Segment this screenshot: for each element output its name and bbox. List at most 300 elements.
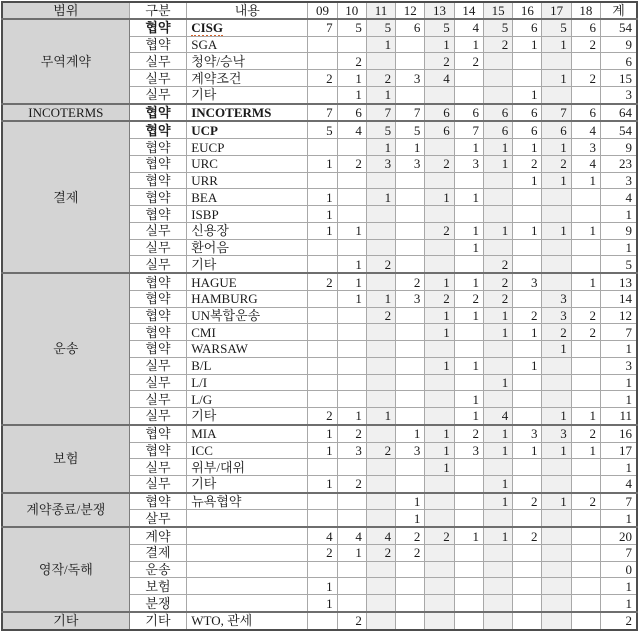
year-value-cell-13: 1: [425, 273, 454, 290]
year-value-cell-12: [396, 256, 425, 273]
year-value-cell-12: 2: [396, 544, 425, 561]
year-value-cell-16: [513, 53, 542, 70]
year-value-cell-09: [308, 290, 337, 307]
year-value-cell-09: 1: [308, 222, 337, 239]
total-value-cell: 15: [601, 70, 637, 87]
category-cell: [129, 290, 187, 307]
year-value-cell-09: [308, 374, 337, 391]
table-row: [2, 425, 637, 442]
year-value-cell-13: [425, 256, 454, 273]
year-value-cell-10: 4: [337, 527, 366, 544]
category-cell: [129, 53, 187, 70]
year-value-cell-13: 4: [425, 70, 454, 87]
header-cell-content: 내용: [187, 2, 308, 19]
year-value-cell-17: 1: [542, 341, 571, 358]
content-label: 신용장: [191, 223, 229, 239]
total-value-cell: 7: [601, 544, 637, 561]
year-value-cell-15: [483, 561, 512, 578]
total-value-cell: 3: [601, 357, 637, 374]
category-cell: [129, 172, 187, 189]
year-value-cell-10: [337, 391, 366, 408]
year-value-cell-18: 6: [571, 104, 600, 122]
content-cell: [187, 36, 308, 53]
content-cell: [187, 104, 308, 122]
year-value-cell-11: [366, 239, 395, 256]
year-value-cell-11: 7: [366, 104, 395, 122]
year-value-cell-15: 6: [483, 104, 512, 122]
year-value-cell-11: [366, 273, 395, 290]
group-scope-cell: [2, 19, 129, 104]
year-value-cell-13: 1: [425, 189, 454, 206]
category-cell: [129, 222, 187, 239]
category-label: 협약: [145, 139, 171, 155]
year-value-cell-16: 1: [513, 442, 542, 459]
year-value-cell-15: 1: [483, 155, 512, 172]
year-value-cell-11: [366, 374, 395, 391]
year-value-cell-13: 1: [425, 357, 454, 374]
year-value-cell-09: [308, 561, 337, 578]
year-value-cell-17: 7: [542, 104, 571, 122]
year-value-cell-10: 1: [337, 544, 366, 561]
year-value-cell-16: [513, 578, 542, 595]
total-value-cell: 1: [601, 578, 637, 595]
year-value-cell-17: [542, 561, 571, 578]
year-value-cell-13: [425, 578, 454, 595]
category-cell: [129, 19, 187, 36]
year-value-cell-14: [454, 595, 483, 612]
category-cell: [129, 324, 187, 341]
year-value-cell-18: [571, 290, 600, 307]
year-value-cell-16: [513, 612, 542, 630]
year-value-cell-17: [542, 256, 571, 273]
category-cell: [129, 239, 187, 256]
year-value-cell-16: 3: [513, 273, 542, 290]
content-cell: [187, 273, 308, 290]
year-value-cell-14: 1: [454, 527, 483, 544]
content-cell: [187, 324, 308, 341]
content-label: BEA: [191, 189, 218, 205]
category-cell: [129, 357, 187, 374]
year-value-cell-14: 2: [454, 53, 483, 70]
content-cell: [187, 595, 308, 612]
year-value-cell-16: [513, 475, 542, 492]
year-value-cell-15: [483, 172, 512, 189]
table-row: [2, 527, 637, 544]
year-value-cell-12: 3: [396, 442, 425, 459]
year-value-cell-17: 1: [542, 222, 571, 239]
year-value-cell-10: 3: [337, 442, 366, 459]
total-value-cell: 9: [601, 139, 637, 156]
year-value-cell-15: 6: [483, 121, 512, 138]
year-value-cell-17: [542, 510, 571, 527]
year-value-cell-17: 3: [542, 290, 571, 307]
year-value-cell-12: 1: [396, 139, 425, 156]
year-value-cell-16: [513, 341, 542, 358]
year-value-cell-18: 3: [571, 139, 600, 156]
year-value-cell-09: 1: [308, 155, 337, 172]
total-value-cell: 1: [601, 206, 637, 223]
year-value-cell-11: 4: [366, 527, 395, 544]
total-value-cell: 7: [601, 324, 637, 341]
year-value-cell-17: [542, 239, 571, 256]
year-value-cell-15: 1: [483, 222, 512, 239]
category-label: 협약: [145, 105, 171, 121]
category-label: 실무: [145, 476, 171, 492]
year-value-cell-13: 1: [425, 459, 454, 476]
category-label: 협약: [145, 189, 171, 205]
year-value-cell-11: 2: [366, 307, 395, 324]
content-label: 계약조건: [191, 70, 242, 86]
content-label: L/I: [191, 374, 208, 390]
year-value-cell-11: 2: [366, 544, 395, 561]
year-value-cell-11: 2: [366, 442, 395, 459]
header-cell-year-15: 15: [483, 2, 512, 19]
year-value-cell-11: 2: [366, 256, 395, 273]
category-label: 협약: [145, 274, 171, 290]
header-cell-scope: 범위: [2, 2, 129, 19]
year-value-cell-18: 1: [571, 442, 600, 459]
year-value-cell-15: [483, 70, 512, 87]
content-cell: [187, 189, 308, 206]
content-cell: [187, 561, 308, 578]
content-label: 기타: [191, 256, 217, 272]
year-value-cell-17: [542, 86, 571, 103]
year-value-cell-16: [513, 510, 542, 527]
total-value-cell: 1: [601, 595, 637, 612]
year-value-cell-14: [454, 510, 483, 527]
year-value-cell-12: [396, 206, 425, 223]
year-value-cell-10: 2: [337, 53, 366, 70]
group-scope-label: INCOTERMS: [28, 105, 104, 121]
year-value-cell-16: [513, 459, 542, 476]
year-value-cell-18: [571, 459, 600, 476]
category-cell: [129, 475, 187, 492]
year-value-cell-13: 1: [425, 324, 454, 341]
year-value-cell-14: 1: [454, 357, 483, 374]
year-value-cell-10: 2: [337, 155, 366, 172]
category-label: 협약: [145, 426, 171, 442]
year-value-cell-15: [483, 510, 512, 527]
year-value-cell-18: [571, 578, 600, 595]
year-value-cell-18: [571, 256, 600, 273]
year-value-cell-12: 2: [396, 527, 425, 544]
content-cell: [187, 459, 308, 476]
category-label: 실무: [145, 240, 171, 255]
total-value-cell: 54: [601, 121, 637, 138]
group-scope-label: 기타: [53, 613, 79, 629]
content-label: L/G: [191, 391, 213, 407]
table-body: [2, 19, 637, 630]
header-cell-total: 계: [601, 2, 637, 19]
category-label: 분쟁: [145, 595, 171, 611]
year-value-cell-13: [425, 391, 454, 408]
year-value-cell-13: [425, 239, 454, 256]
total-value-cell: 17: [601, 442, 637, 459]
year-value-cell-16: [513, 70, 542, 87]
year-value-cell-14: 1: [454, 139, 483, 156]
category-label: 실무: [145, 358, 171, 374]
year-value-cell-12: 1: [396, 493, 425, 510]
total-value-cell: 7: [601, 493, 637, 510]
year-value-cell-18: [571, 53, 600, 70]
year-value-cell-16: 6: [513, 104, 542, 122]
total-value-cell: 1: [601, 391, 637, 408]
year-value-cell-09: 1: [308, 189, 337, 206]
year-value-cell-10: [337, 578, 366, 595]
year-value-cell-17: [542, 527, 571, 544]
category-label: 협약: [145, 173, 171, 189]
year-value-cell-17: 1: [542, 408, 571, 425]
content-label: EUCP: [191, 139, 225, 155]
year-value-cell-12: [396, 189, 425, 206]
exam-frequency-table: [1, 1, 638, 631]
year-value-cell-11: 1: [366, 290, 395, 307]
total-value-cell: 9: [601, 36, 637, 53]
year-value-cell-11: 1: [366, 139, 395, 156]
year-value-cell-16: [513, 290, 542, 307]
year-value-cell-10: [337, 374, 366, 391]
content-label: MIA: [191, 426, 217, 442]
year-value-cell-16: 2: [513, 493, 542, 510]
table-header: [2, 2, 637, 19]
year-value-cell-18: 2: [571, 307, 600, 324]
year-value-cell-14: [454, 578, 483, 595]
year-value-cell-09: 4: [308, 527, 337, 544]
year-value-cell-09: [308, 172, 337, 189]
category-cell: [129, 307, 187, 324]
year-value-cell-18: [571, 341, 600, 358]
year-value-cell-13: [425, 408, 454, 425]
year-value-cell-13: [425, 595, 454, 612]
content-label: UN복합운송: [191, 307, 261, 323]
category-label: 협약: [145, 341, 171, 357]
total-value-cell: 23: [601, 155, 637, 172]
header-cell-category: 구분: [129, 2, 187, 19]
year-value-cell-12: [396, 357, 425, 374]
content-cell: [187, 442, 308, 459]
content-cell: [187, 527, 308, 544]
year-value-cell-14: [454, 459, 483, 476]
year-value-cell-15: [483, 86, 512, 103]
year-value-cell-13: 2: [425, 53, 454, 70]
total-value-cell: 11: [601, 408, 637, 425]
year-value-cell-12: [396, 612, 425, 630]
year-value-cell-11: 1: [366, 408, 395, 425]
year-value-cell-18: [571, 86, 600, 103]
year-value-cell-18: [571, 391, 600, 408]
year-value-cell-12: 3: [396, 290, 425, 307]
content-cell: [187, 239, 308, 256]
year-value-cell-09: 1: [308, 578, 337, 595]
year-value-cell-17: 1: [542, 442, 571, 459]
content-label: 기타: [191, 476, 217, 492]
year-value-cell-17: 1: [542, 172, 571, 189]
category-cell: [129, 189, 187, 206]
total-value-cell: 5: [601, 256, 637, 273]
total-value-cell: 3: [601, 172, 637, 189]
total-value-cell: 0: [601, 561, 637, 578]
year-value-cell-09: 1: [308, 206, 337, 223]
year-value-cell-17: [542, 206, 571, 223]
total-value-cell: 54: [601, 19, 637, 36]
content-cell: [187, 290, 308, 307]
year-value-cell-13: [425, 561, 454, 578]
year-value-cell-11: [366, 612, 395, 630]
total-value-cell: 2: [601, 612, 637, 630]
year-value-cell-14: [454, 324, 483, 341]
year-value-cell-17: [542, 578, 571, 595]
header-cell-year-13: 13: [425, 2, 454, 19]
year-value-cell-16: 1: [513, 172, 542, 189]
header-row: [2, 2, 637, 19]
year-value-cell-14: [454, 206, 483, 223]
year-value-cell-17: [542, 612, 571, 630]
year-value-cell-18: [571, 510, 600, 527]
year-value-cell-11: [366, 206, 395, 223]
year-value-cell-13: 1: [425, 307, 454, 324]
year-value-cell-11: [366, 578, 395, 595]
year-value-cell-18: 2: [571, 493, 600, 510]
year-value-cell-11: [366, 53, 395, 70]
content-label: ISBP: [191, 206, 219, 222]
year-value-cell-14: [454, 612, 483, 630]
group-scope-label: 운송: [53, 341, 79, 357]
year-value-cell-12: [396, 53, 425, 70]
content-label: SGA: [191, 37, 218, 53]
content-label: URC: [191, 156, 218, 172]
year-value-cell-12: 5: [396, 121, 425, 138]
year-value-cell-11: [366, 341, 395, 358]
year-value-cell-12: [396, 408, 425, 425]
year-value-cell-09: [308, 239, 337, 256]
year-value-cell-13: 5: [425, 19, 454, 36]
year-value-cell-10: [337, 172, 366, 189]
year-value-cell-13: 1: [425, 36, 454, 53]
year-value-cell-16: 1: [513, 36, 542, 53]
year-value-cell-10: [337, 307, 366, 324]
category-label: 기타: [145, 613, 171, 629]
group-scope-cell: [2, 121, 129, 273]
year-value-cell-13: 2: [425, 155, 454, 172]
year-value-cell-14: [454, 86, 483, 103]
year-value-cell-10: 1: [337, 256, 366, 273]
content-label: 환어음: [191, 240, 229, 255]
category-cell: [129, 391, 187, 408]
year-value-cell-09: [308, 256, 337, 273]
content-label: CISG: [191, 20, 224, 36]
category-cell: [129, 408, 187, 425]
total-value-cell: 1: [601, 239, 637, 256]
year-value-cell-15: [483, 189, 512, 206]
year-value-cell-13: [425, 475, 454, 492]
year-value-cell-10: 1: [337, 86, 366, 103]
content-label: 위부/대위: [191, 459, 246, 475]
year-value-cell-15: 1: [483, 139, 512, 156]
table-row: [2, 612, 637, 630]
year-value-cell-17: [542, 273, 571, 290]
year-value-cell-09: 1: [308, 595, 337, 612]
category-cell: [129, 578, 187, 595]
category-label: 협약: [145, 291, 171, 307]
year-value-cell-14: 1: [454, 36, 483, 53]
year-value-cell-16: [513, 206, 542, 223]
year-value-cell-15: 1: [483, 475, 512, 492]
year-value-cell-12: [396, 341, 425, 358]
year-value-cell-17: [542, 357, 571, 374]
category-label: 실무: [145, 53, 171, 69]
category-cell: [129, 341, 187, 358]
year-value-cell-14: 1: [454, 391, 483, 408]
year-value-cell-16: [513, 595, 542, 612]
content-label: WTO, 관세: [191, 613, 253, 629]
year-value-cell-13: [425, 206, 454, 223]
year-value-cell-16: 1: [513, 324, 542, 341]
category-label: 살무: [145, 510, 171, 526]
year-value-cell-12: [396, 475, 425, 492]
category-label: 협약: [145, 20, 171, 36]
category-cell: [129, 612, 187, 630]
category-label: 계약: [145, 528, 171, 544]
year-value-cell-16: [513, 391, 542, 408]
year-value-cell-12: 3: [396, 70, 425, 87]
year-value-cell-13: 2: [425, 222, 454, 239]
category-cell: [129, 527, 187, 544]
category-cell: [129, 86, 187, 103]
header-cell-year-12: 12: [396, 2, 425, 19]
year-value-cell-14: 1: [454, 307, 483, 324]
year-value-cell-14: 1: [454, 273, 483, 290]
year-value-cell-16: [513, 544, 542, 561]
content-cell: [187, 206, 308, 223]
total-value-cell: 4: [601, 475, 637, 492]
year-value-cell-14: 1: [454, 239, 483, 256]
year-value-cell-10: 1: [337, 408, 366, 425]
year-value-cell-13: 2: [425, 527, 454, 544]
year-value-cell-15: 5: [483, 19, 512, 36]
category-label: 협약: [145, 156, 171, 172]
category-label: 결제: [145, 545, 171, 561]
total-value-cell: 9: [601, 222, 637, 239]
year-value-cell-16: 1: [513, 139, 542, 156]
year-value-cell-14: 7: [454, 121, 483, 138]
content-label: HAMBURG: [191, 291, 258, 307]
year-value-cell-16: 1: [513, 222, 542, 239]
year-value-cell-17: [542, 391, 571, 408]
content-label: WARSAW: [191, 341, 248, 357]
content-cell: [187, 222, 308, 239]
year-value-cell-11: 1: [366, 86, 395, 103]
year-value-cell-15: [483, 612, 512, 630]
year-value-cell-14: 2: [454, 290, 483, 307]
category-label: 실무: [145, 391, 171, 407]
content-label: ICC: [191, 442, 213, 458]
year-value-cell-13: 2: [425, 290, 454, 307]
total-value-cell: 64: [601, 104, 637, 122]
total-value-cell: 13: [601, 273, 637, 290]
year-value-cell-09: [308, 36, 337, 53]
year-value-cell-14: [454, 256, 483, 273]
year-value-cell-09: [308, 53, 337, 70]
year-value-cell-12: [396, 36, 425, 53]
year-value-cell-16: [513, 374, 542, 391]
year-value-cell-15: 1: [483, 324, 512, 341]
year-value-cell-13: [425, 139, 454, 156]
year-value-cell-17: 5: [542, 19, 571, 36]
total-value-cell: 1: [601, 341, 637, 358]
year-value-cell-15: 1: [483, 442, 512, 459]
total-value-cell: 6: [601, 53, 637, 70]
total-value-cell: 3: [601, 86, 637, 103]
